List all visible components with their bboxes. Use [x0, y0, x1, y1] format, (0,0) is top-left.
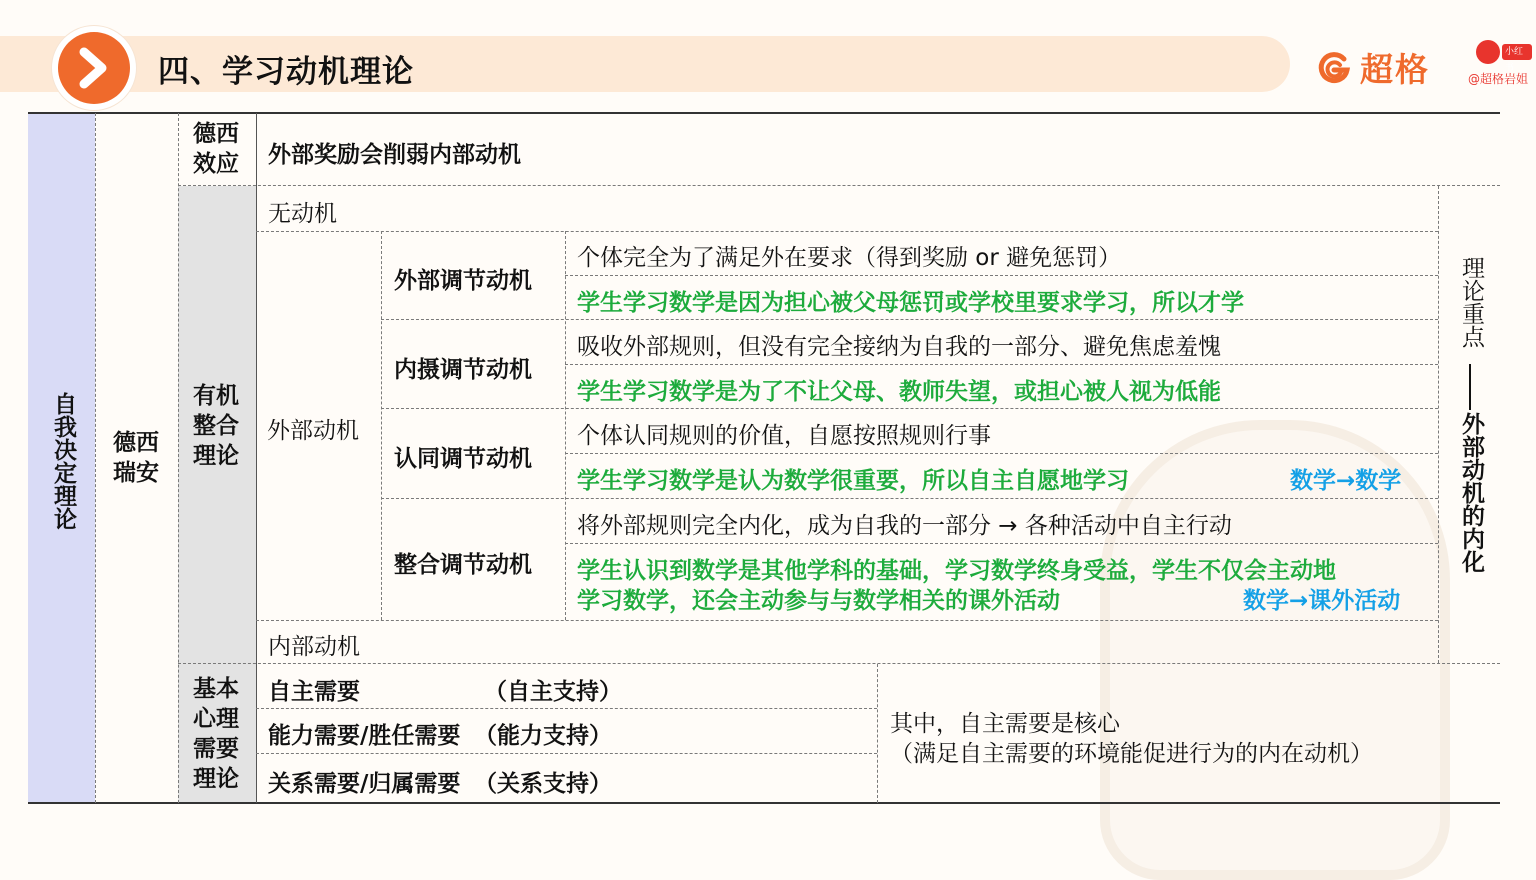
needs-note-detail: （满足自主需要的环境能促进行为的内在动机） [890, 741, 1373, 767]
dexi-effect-text: 外部奖励会削弱内部动机 [268, 142, 521, 168]
regulation-example: 学生学习数学是认为数学很重要，所以自主自愿地学习 [577, 468, 1129, 494]
divider [565, 543, 1438, 544]
brand-g-icon [1316, 50, 1352, 86]
divider [178, 663, 1500, 664]
divider [381, 408, 1438, 409]
organic-integration-label: 有机整合理论 [193, 383, 239, 469]
regulation-name: 外部调节动机 [394, 268, 532, 294]
basic-needs-label: 基本心理需要理论 [193, 676, 239, 792]
divider [381, 498, 1438, 499]
table-bottom-border [28, 802, 1500, 804]
social-handle: @超格岩姐 [1468, 72, 1529, 86]
regulation-tag: 数学→数学 [1290, 468, 1402, 494]
need-name: 自主需要 [268, 679, 360, 705]
divider [256, 620, 1438, 621]
side-note-internalization: 外部动机的内化 [1458, 412, 1484, 573]
chevron-right-icon [70, 44, 118, 92]
brand-name: 超格 [1360, 50, 1430, 89]
need-support: （关系支持） [474, 771, 612, 797]
divider [381, 231, 382, 620]
divider [256, 231, 1438, 232]
divider [95, 113, 96, 803]
regulation-tag: 数学→课外活动 [1243, 588, 1401, 614]
regulation-example: 学生认识到数学是其他学科的基础，学习数学终身受益，学生不仅会主动地 [577, 558, 1336, 584]
need-name: 能力需要/胜任需要 [268, 723, 461, 749]
regulation-desc: 将外部规则完全内化，成为自我的一部分 → 各种活动中自主行动 [577, 513, 1232, 539]
table-top-border [28, 112, 1500, 114]
need-support: （自主支持） [484, 679, 622, 705]
page-title: 四、学习动机理论 [158, 54, 414, 90]
divider [565, 231, 566, 620]
regulation-name: 认同调节动机 [394, 446, 532, 472]
regulation-example: 学生学习数学是因为担心被父母惩罚或学校里要求学习，所以才学 [577, 290, 1244, 316]
author-label: 德西瑞安 [113, 430, 159, 486]
social-watermark [1468, 40, 1532, 92]
need-name: 关系需要/归属需要 [268, 771, 461, 797]
no-motivation-label: 无动机 [268, 201, 337, 227]
divider [565, 364, 1438, 365]
divider [178, 113, 179, 803]
divider [381, 319, 1438, 320]
section-badge [52, 26, 136, 110]
divider [1438, 186, 1439, 663]
external-motivation-label: 外部动机 [267, 418, 359, 444]
internal-motivation-label: 内部动机 [268, 634, 360, 660]
needs-note: 其中，自主需要是核心 [890, 711, 1120, 737]
social-platform-tag: 小红书 [1502, 44, 1532, 60]
need-support: （能力支持） [474, 723, 612, 749]
regulation-name: 内摄调节动机 [394, 357, 532, 383]
divider [565, 453, 1438, 454]
side-note-key-point: 理论重点 [1458, 256, 1484, 348]
divider [178, 185, 1500, 186]
divider [877, 664, 878, 803]
divider [256, 708, 877, 709]
regulation-desc: 吸收外部规则，但没有完全接纳为自我的一部分、避免焦虑羞愧 [577, 334, 1221, 360]
side-note-dash [1469, 364, 1471, 410]
weibo-icon [1476, 40, 1500, 64]
regulation-example: 学生学习数学是为了不让父母、教师失望，或担心被人视为低能 [577, 379, 1221, 405]
regulation-name: 整合调节动机 [394, 552, 532, 578]
regulation-desc: 个体完全为了满足外在要求（得到奖励 or 避免惩罚） [577, 245, 1122, 271]
divider [256, 113, 257, 803]
brand-logo [1316, 44, 1430, 91]
dexi-effect-label: 德西效应 [193, 121, 239, 177]
divider [256, 753, 877, 754]
regulation-desc: 个体认同规则的价值，自愿按照规则行事 [577, 423, 991, 449]
theory-label: 自我决定理论 [50, 392, 76, 530]
regulation-example-line2: 学习数学，还会主动参与与数学相关的课外活动 [577, 588, 1060, 614]
divider [565, 275, 1438, 276]
